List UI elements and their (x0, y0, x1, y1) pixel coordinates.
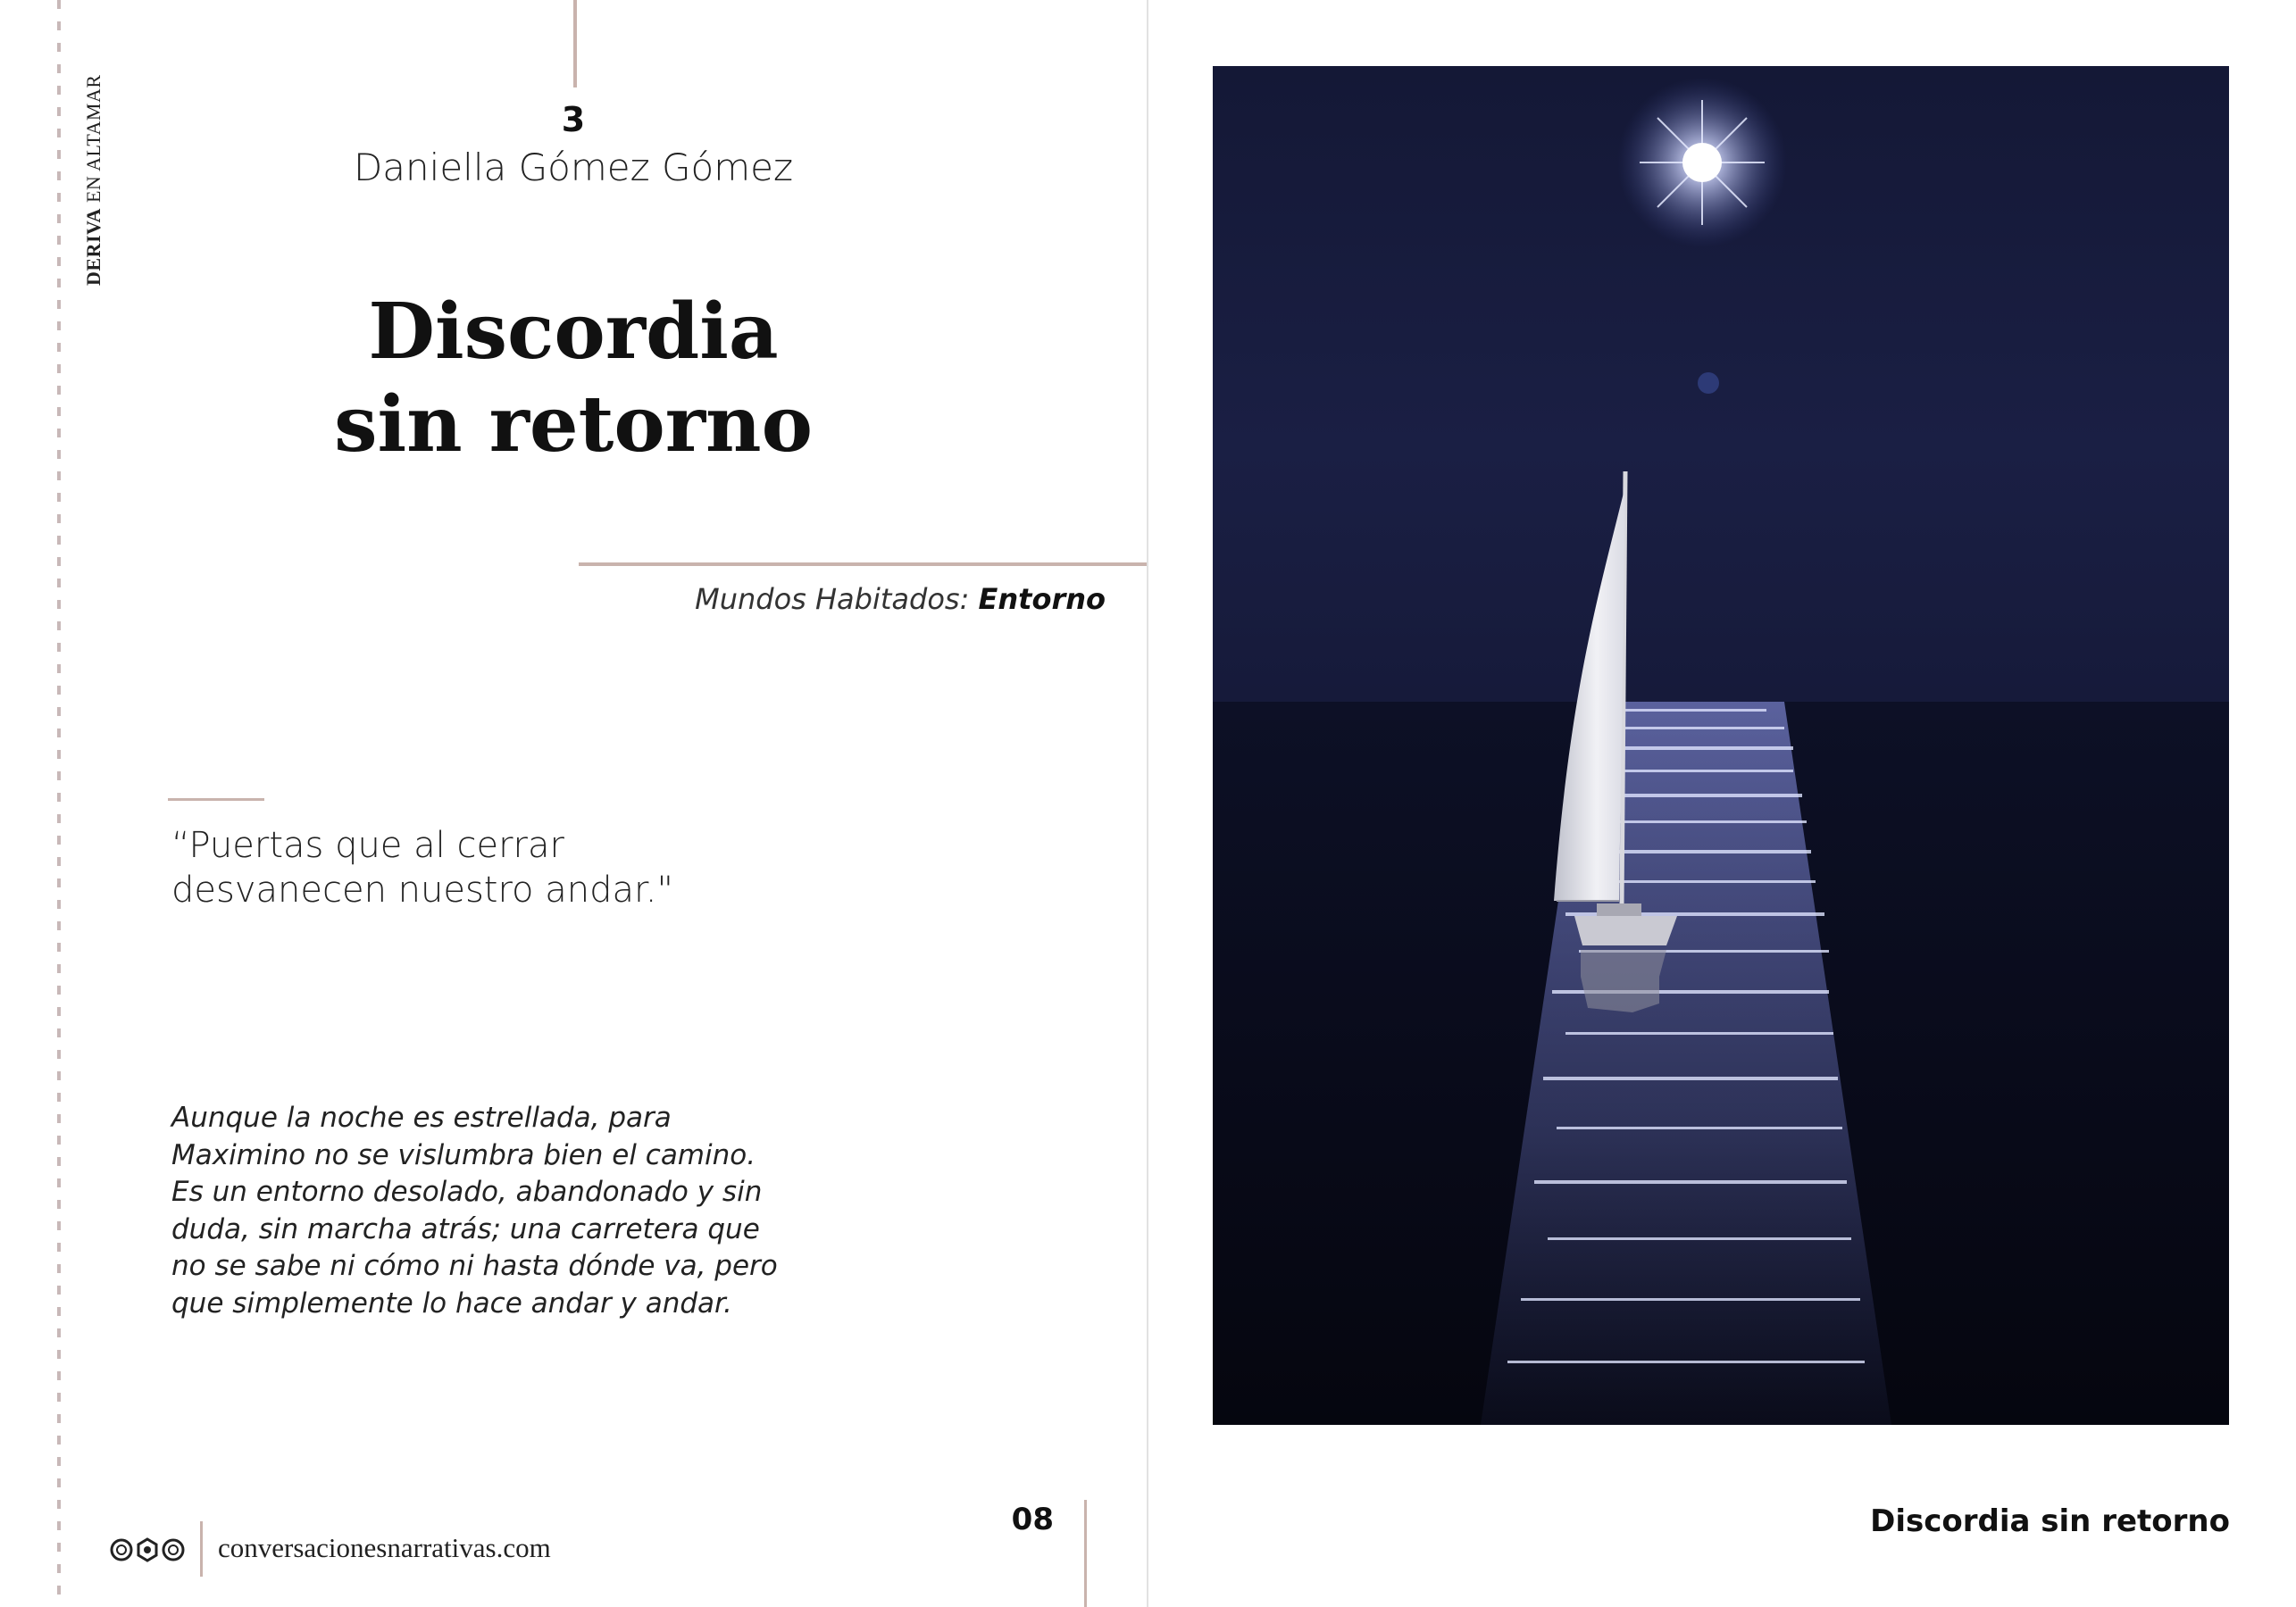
synopsis-paragraph (171, 1100, 778, 1322)
synopsis-line: Es un entorno desolado, abandonado y sin (171, 1176, 763, 1208)
category-value: Entorno (978, 582, 1106, 616)
synopsis-line: duda, sin marcha atrás; una carretera que (171, 1212, 760, 1245)
story-number: 3 (561, 100, 586, 139)
footer-separator (200, 1521, 203, 1577)
page-number: 08 (1011, 1502, 1054, 1537)
quote-accent-rule (168, 798, 264, 801)
pull-quote (171, 823, 797, 912)
bottom-vertical-rule (1084, 1500, 1087, 1607)
synopsis-line: que simplemente lo hace andar y andar. (171, 1286, 732, 1320)
synopsis-line: Maximino no se vislumbra bien el camino. (171, 1138, 756, 1171)
three-circles-logo-icon (109, 1534, 186, 1566)
website-link[interactable]: conversacionesnarrativas.com (218, 1532, 551, 1563)
pull-quote-line-2: desvanecen nuestro andar." (171, 870, 673, 911)
synopsis-line: Aunque la noche es estrellada, para (171, 1102, 672, 1134)
pull-quote-line-1: “Puertas que al cerrar (171, 825, 564, 866)
story-title-line-1: Discordia (368, 287, 779, 377)
story-author: Daniella Gómez Gómez (353, 146, 794, 189)
page-gutter (1147, 0, 1148, 1607)
top-vertical-rule (573, 0, 577, 87)
magazine-name-rest: EN ALTAMAR (82, 74, 104, 209)
sailboat-on-moonlit-sea-icon (1213, 66, 2229, 1425)
synopsis-line: no se sabe ni cómo ni hasta dónde va, pero (171, 1250, 778, 1282)
story-title (0, 286, 1147, 471)
section-divider-rule (579, 562, 1147, 566)
category-line (480, 582, 1106, 616)
spine-dashed-line (57, 0, 61, 1607)
left-page (0, 0, 1147, 1607)
story-title-line-2: sin retorno (334, 379, 813, 470)
magazine-name-bold: DERIVA (82, 208, 104, 286)
running-title: Discordia sin retorno (1870, 1503, 2230, 1539)
category-label: Mundos Habitados: (695, 582, 979, 616)
sailboat-moonlit-sea-image (1213, 66, 2229, 1425)
